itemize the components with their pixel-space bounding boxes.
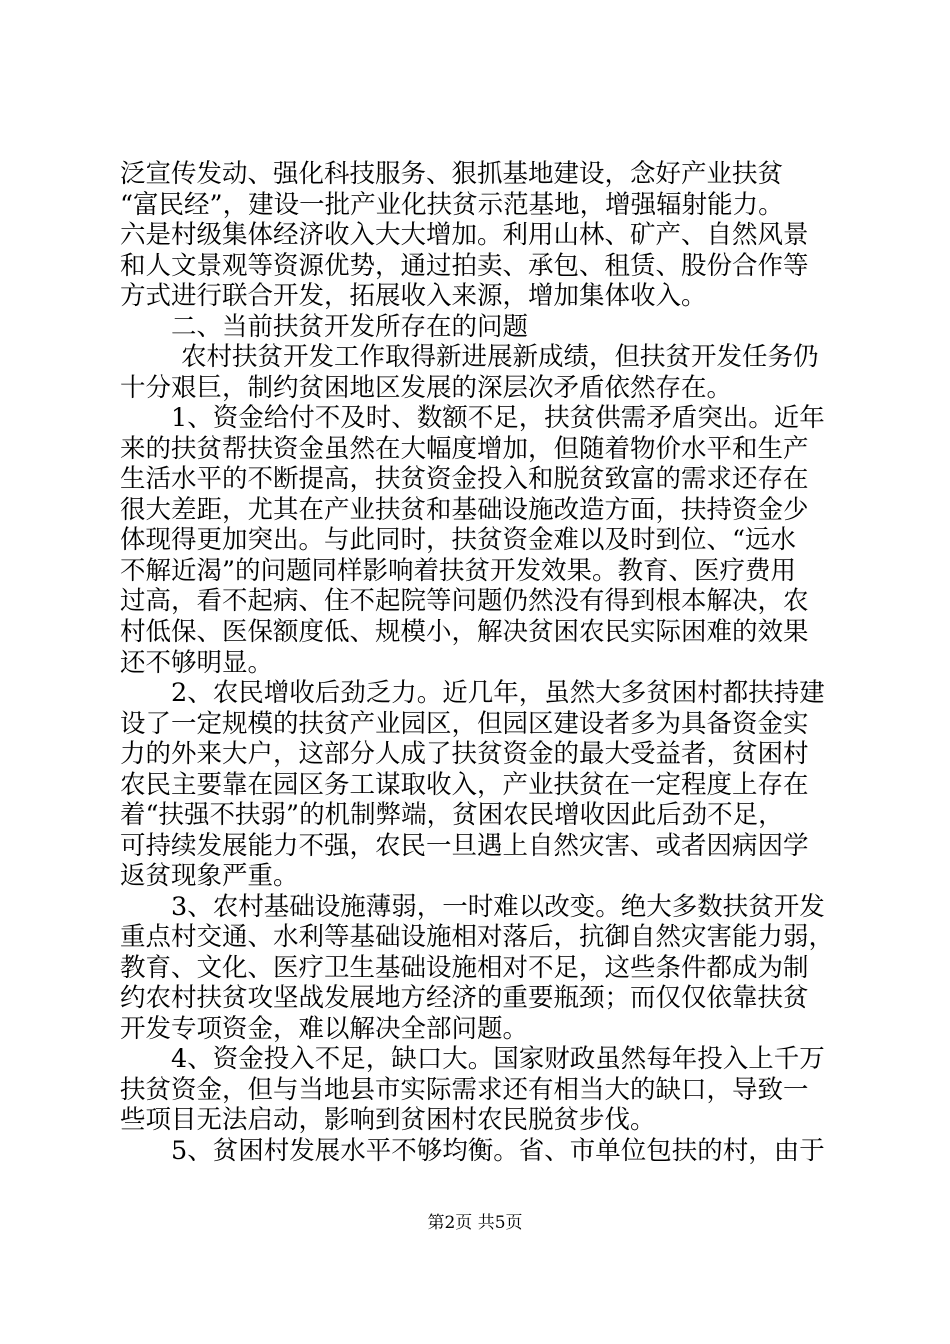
text-line: 5、贫困村发展水平不够均衡。省、市单位包扶的村，由于 xyxy=(171,1136,825,1166)
text-line: 教育、文化、医疗卫生基础设施相对不足，这些条件都成为制 xyxy=(120,953,809,983)
text-line: 体现得更加突出。与此同时，扶贫资金难以及时到位、“远水 xyxy=(120,525,797,555)
text-line: 农民主要靠在园区务工谋取收入，产业扶贫在一定程度上存在 xyxy=(120,770,809,800)
text-line: 很大差距，尤其在产业扶贫和基础设施改造方面，扶持资金少 xyxy=(120,495,809,525)
text-line: 可持续发展能力不强，农民一旦遇上自然灾害、或者因病因学 xyxy=(120,831,809,861)
text-line: 3、农村基础设施薄弱，一时难以改变。绝大多数扶贫开发 xyxy=(171,892,825,922)
text-line: 泛宣传发动、强化科技服务、狠抓基地建设，念好产业扶贫 xyxy=(120,159,784,189)
text-line: 1、资金给付不及时、数额不足，扶贫供需矛盾突出。近年 xyxy=(171,403,825,433)
text-line: 来的扶贫帮扶资金虽然在大幅度增加，但随着物价水平和生产 xyxy=(120,434,809,464)
text-line: 2、农民增收后劲乏力。近几年，虽然大多贫困村都扶持建 xyxy=(171,678,825,708)
text-line: 设了一定规模的扶贫产业园区，但园区建设者多为具备资金实 xyxy=(120,709,809,739)
text-line: 4、资金投入不足，缺口大。国家财政虽然每年投入上千万 xyxy=(171,1044,825,1074)
text-line: 着“扶强不扶弱”的机制弊端，贫困农民增收因此后劲不足， xyxy=(120,800,784,830)
text-line: 和人文景观等资源优势，通过拍卖、承包、租赁、股份合作等 xyxy=(120,251,809,281)
text-line: 约农村扶贫攻坚战发展地方经济的重要瓶颈；而仅仅依靠扶贫 xyxy=(120,983,809,1013)
text-line: 返贫现象严重。 xyxy=(120,861,299,891)
text-line: 开发专项资金，难以解决全部问题。 xyxy=(120,1014,529,1044)
text-line: 些项目无法启动，影响到贫困村农民脱贫步伐。 xyxy=(120,1105,656,1135)
page-footer: 第2页 共5页 xyxy=(427,1213,523,1233)
text-line: 十分艰巨，制约贫困地区发展的深层次矛盾依然存在。 xyxy=(120,373,733,403)
text-line: 力的外来大户，这部分人成了扶贫资金的最大受益者，贫困村 xyxy=(120,739,809,769)
text-line: 农村扶贫开发工作取得新进展新成绩，但扶贫开发任务仍 xyxy=(181,342,819,372)
text-line: 过高，看不起病、住不起院等问题仍然没有得到根本解决，农 xyxy=(120,586,809,616)
text-line: 村低保、医保额度低、规模小，解决贫困农民实际困难的效果 xyxy=(120,617,809,647)
text-line: 不解近渴”的问题同样影响着扶贫开发效果。教育、医疗费用 xyxy=(120,556,797,586)
text-line: 重点村交通、水利等基础设施相对落后，抗御自然灾害能力弱， xyxy=(120,922,835,952)
text-line: 还不够明显。 xyxy=(120,648,274,678)
section-heading: 二、当前扶贫开发所存在的问题 xyxy=(171,312,529,342)
text-line: 方式进行联合开发，拓展收入来源，增加集体收入。 xyxy=(120,281,707,311)
text-line: 六是村级集体经济收入大大增加。利用山林、矿产、自然风景 xyxy=(120,220,809,250)
text-line: “富民经”，建设一批产业化扶贫示范基地，增强辐射能力。 xyxy=(120,190,784,220)
text-line: 生活水平的不断提高，扶贫资金投入和脱贫致富的需求还存在 xyxy=(120,464,809,494)
text-line: 扶贫资金，但与当地县市实际需求还有相当大的缺口，导致一 xyxy=(120,1075,809,1105)
